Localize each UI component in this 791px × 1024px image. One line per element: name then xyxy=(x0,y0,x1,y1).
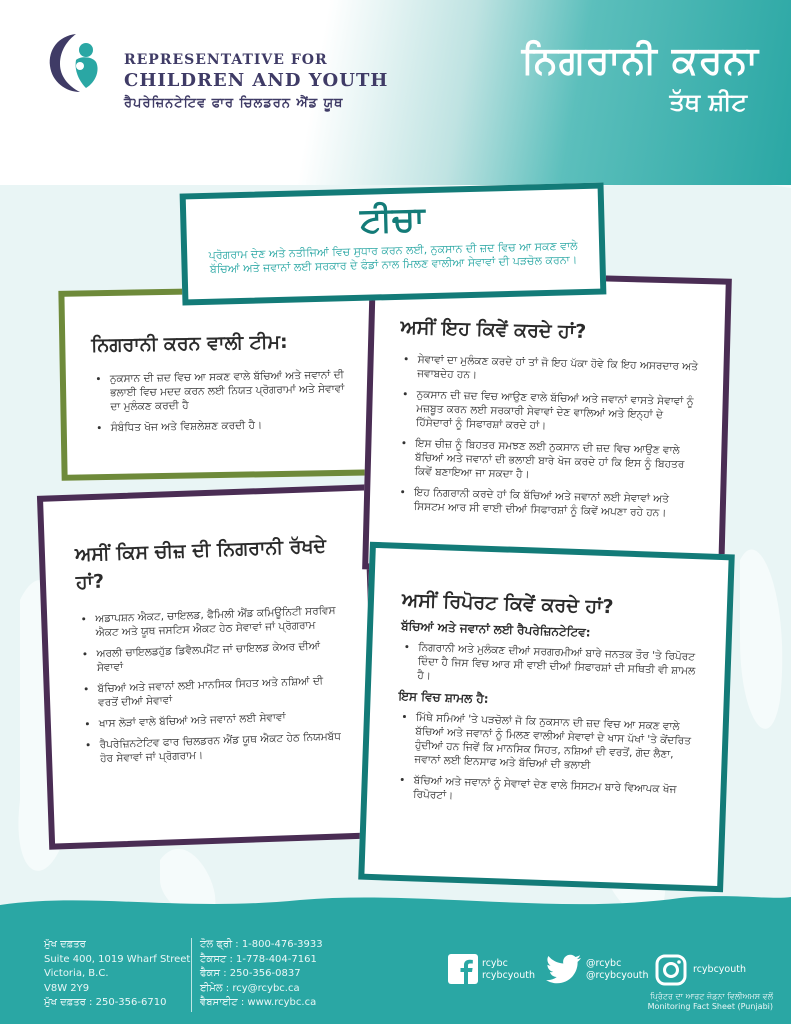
footer-note-punjabi: ਪ੍ਰਿੰਟਰ ਦਾ ਆਰਟ ਜੋਡ਼ਨਾ ਵਿਲੀਅਮਸ ਵਲੋਂ xyxy=(650,992,773,1001)
list-item: • ਇਸ ਚੀਜ਼ ਨੂੰ ਬਿਹਤਰ ਸਮਝਣ ਲਈ ਨੁਕਸਾਨ ਦੀ ਜ਼ਦ ਵਿਚ ਆਉਣ ਵਾਲੇ ਬੱਚਿਆਂ ਅਤੇ ਜਵਾਨਾਂ ਦੀ ਭਲਾਈ ਬਾਰੇ ਖੋਜ ਕਰਦੇ ਹਾਂ ਕਿ ਇਸ ਨੂੰ ਬਿਹਤਰ ਕਿਵੇਂ ਬਣਾਇਆ ਜਾ ਸਕਦਾ ਹੈ। xyxy=(415,437,698,486)
org-name-punjabi: ਰੈਪਰੇਜ਼ਿਨਟੇਟਿਵ ਫਾਰ ਚਿਲਡਰਨ ਐਂਡ ਯੂਥ xyxy=(124,96,344,111)
footer-note xyxy=(648,992,773,1012)
facebook-icon xyxy=(448,954,478,984)
list-item: • ਬੱਚਿਆਂ ਅਤੇ ਜਵਾਨਾਂ ਨੂੰ ਸੇਵਾਵਾਂ ਦੇਣ ਵਾਲੇ ਸਿਸਟਮ ਬਾਰੇ ਵਿਆਪਕ ਖੋਜ ਰਿਪੋਰਟਾਂ। xyxy=(413,773,697,811)
footer-line: ਫੈਕਸ : 250-356-0837 xyxy=(200,968,301,979)
footer-line[interactable]: ਵੈਬਸਾਈਟ : www.rcybc.ca xyxy=(200,997,317,1008)
how-we-report-card xyxy=(358,542,735,893)
facebook-handles xyxy=(482,958,535,982)
footer-line[interactable]: ਈਮੇਲ : rcy@rcybc.ca xyxy=(200,982,300,994)
twitter-bird-icon xyxy=(546,954,582,984)
list-item: • ਅਰਲੀ ਚਾਇਲਡਹੁੱਡ ਡਿਵੈਲਪਮੈਂਟ ਜਾਂ ਚਾਇਲਡ ਕੇਅਰ ਦੀਆਂ ਸੇਵਾਵਾਂ xyxy=(96,638,344,675)
mandate-card xyxy=(180,182,607,305)
report-subheading-representative: ਬੱਚਿਆਂ ਅਤੇ ਜਵਾਨਾਂ ਲਈ ਰੈਪਰੇਜ਼ਿਨਟੇਟਿਵ: xyxy=(400,618,591,640)
list-item: • ਖਾਸ ਲੋੜਾਂ ਵਾਲੇ ਬੱਚਿਆਂ ਅਤੇ ਜਵਾਨਾਂ ਲਈ ਸੇਵਾਵਾਂ xyxy=(99,708,346,731)
team-list xyxy=(92,368,351,435)
list-item: • ਨਿਗਰਾਨੀ ਅਤੇ ਮੁਲੰਕਣ ਦੀਆਂ ਸਰਗਰਮੀਆਂ ਬਾਰੇ ਜਨਤਕ ਤੌਰ 'ਤੇ ਰਿਪੋਰਟ ਦਿੰਦਾ ਹੈ ਜਿਸ ਵਿਚ ਆਰ ਸੀ ਵਾਈ ਦੀਆਂ ਸਿਫਾਰਸ਼ਾਂ ਦੀ ਸਥਿਤੀ ਵੀ ਸ਼ਾਮਲ ਹੈ। xyxy=(417,640,701,692)
instagram-handle: rcybcyouth xyxy=(693,964,746,975)
list-item: • ਸੰਬੰਧਿਤ ਖੋਜ ਅਤੇ ਵਿਸ਼ਲੇਸ਼ਣ ਕਰਦੀ ਹੈ। xyxy=(111,417,351,435)
footer-line: ਮੁੱਖ ਦਫ਼ਤਰ xyxy=(44,939,86,950)
list-item: • ਅਡਾਪਸ਼ਨ ਐਕਟ, ਚਾਇਲਡ, ਫੈਮਿਲੀ ਐਂਡ ਕਮਿਊਨਿਟੀ ਸਰਵਿਸ ਐਕਟ ਅਤੇ ਯੂਥ ਜਸਟਿਸ ਐਕਟ ਹੇਠ ਸੇਵਾਵਾਂ ਜਾਂ ਪ੍ਰੋਗਰਾਮ xyxy=(95,603,343,640)
list-item: • ਮਿੱਥੇ ਸਮਿਆਂ 'ਤੇ ਪੜਚੋਲਾਂ ਜੋ ਕਿ ਨੁਕਸਾਨ ਦੀ ਜ਼ਦ ਵਿਚ ਆ ਸਕਣ ਵਾਲੇ ਬੱਚਿਆਂ ਅਤੇ ਜਵਾਨਾਂ ਨੂੰ ਮਿਲਣ ਵਾਲੀਆਂ ਸੇਵਾਵਾਂ ਦੇ ਖਾਸ ਪੱਖਾਂ 'ਤੇ ਕੇਂਦਰਿਤ ਹੁੰਦੀਆਂ ਹਨ ਜਿਵੇਂ ਕਿ ਮਾਨਸਿਕ ਸਿਹਤ, ਨਸ਼ਿਆਂ ਦੀ ਵਰਤੋਂ, ਗੋਦ ਲੈਣਾ, ਜਵਾਨਾਂ ਲਈ ਇਨਸਾਫ ਅਤੇ ਬੱਚਿਆਂ ਦੀ ਭਲਾਈ xyxy=(414,710,699,776)
org-name-line2: CHILDREN AND YOUTH xyxy=(124,70,389,91)
what-list xyxy=(77,603,347,766)
report-list-1 xyxy=(399,640,701,692)
footer-contact xyxy=(200,938,323,1011)
twitter-handle: @rcybc xyxy=(586,958,622,969)
rcy-logo-icon xyxy=(46,30,112,96)
org-name-line1: REPRESENTATIVE FOR xyxy=(124,52,328,68)
team-heading: ਨਿਗਰਾਨੀ ਕਰਨ ਵਾਲੀ ਟੀਮ: xyxy=(91,330,288,357)
footer-note-english: Monitoring Fact Sheet (Punjabi) xyxy=(647,1002,773,1011)
how-heading: ਅਸੀਂ ਇਹ ਕਿਵੇਂ ਕਰਦੇ ਹਾਂ? xyxy=(400,316,587,343)
monitoring-team-card xyxy=(58,285,383,481)
footer-line: ਟੋਲ ਫ੍ਰੀ : 1-800-476-3933 xyxy=(200,939,323,950)
report-heading: ਅਸੀਂ ਰਿਪੋਰਟ ਕਿਵੇਂ ਕਰਦੇ ਹਾਂ? xyxy=(401,588,614,619)
footer-line: V8W 2Y9 xyxy=(44,982,90,994)
footer-line: Suite 400, 1019 Wharf Street xyxy=(44,953,191,965)
mandate-text: ਪ੍ਰੋਗਰਾਮ ਦੇਣ ਅਤੇ ਨਤੀਜਿਆਂ ਵਿਚ ਸੁਧਾਰ ਕਰਨ ਲਈ, ਨੁਕਸਾਨ ਦੀ ਜ਼ਦ ਵਿਚ ਆ ਸਕਣ ਵਾਲੇ ਬੱਚਿਆਂ ਅਤੇ ਜਵਾਨਾਂ ਲਈ ਸਰਕਾਰ ਦੇ ਫੰਡਾਂ ਨਾਲ ਮਿਲਣ ਵਾਲੀਆ ਸੇਵਾਵਾਂ ਦੀ ਪੜਚੋਲ ਕਰਨਾ। xyxy=(208,239,578,276)
footer-address xyxy=(44,938,190,1011)
report-subheading-includes: ਇਸ ਵਿਚ ਸ਼ਾਮਲ ਹੈ: xyxy=(398,688,489,706)
list-item: • ਸੇਵਾਵਾਂ ਦਾ ਮੁਲੰਕਣ ਕਰਦੇ ਹਾਂ ਤਾਂ ਜੋ ਇਹ ਪੱਕਾ ਹੋਵੇ ਕਿ ਇਹ ਅਸਰਦਾਰ ਅਤੇ ਜਵਾਬਦੇਹ ਹਨ। xyxy=(417,353,700,388)
footer-line: ਟੈਕਸਟ : 1-778-404-7161 xyxy=(200,953,317,965)
facebook-handle: rcybc xyxy=(482,958,508,969)
twitter-handle: @rcybcyouth xyxy=(586,970,649,981)
what-heading: ਅਸੀਂ ਕਿਸ ਚੀਜ਼ ਦੀ ਨਿਗਰਾਨੀ ਰੱਖਦੇ ਹਾਂ? xyxy=(74,534,327,594)
footer-line: ਮੁੱਖ ਦਫ਼ਤਰ : 250-356-6710 xyxy=(44,997,167,1008)
what-we-monitor-card xyxy=(37,484,382,849)
how-we-do-it-card xyxy=(362,269,732,578)
list-item: • ਇਹ ਨਿਗਰਾਨੀ ਕਰਦੇ ਹਾਂ ਕਿ ਬੱਚਿਆਂ ਅਤੇ ਜਵਾਨਾਂ ਲਈ ਸੇਵਾਵਾਂ ਅਤੇ ਸਿਸਟਮ ਆਰ ਸੀ ਵਾਈ ਦੀਆਂ ਸਿਫਾਰਸ਼ਾਂ ਨੂੰ ਕਿਵੇਂ ਅਪਣਾ ਰਹੇ ਹਨ। xyxy=(414,486,697,521)
footer-line: Victoria, B.C. xyxy=(44,968,109,979)
footer-divider xyxy=(191,938,192,1012)
page-subtitle: ਤੱਥ ਸ਼ੀਟ xyxy=(669,88,747,116)
instagram-icon xyxy=(655,954,687,986)
page-title: ਨਿਗਰਾਨੀ ਕਰਨਾ xyxy=(521,38,759,82)
list-item: • ਰੈਪਰੇਜ਼ਿਨਟੇਟਿਵ ਫਾਰ ਚਿਲਡਰਨ ਐਂਡ ਯੂਥ ਐਕਟ ਹੇਠ ਨਿਯਮਬੱਧ ਹੋਰ ਸੇਵਾਵਾਂ ਜਾਂ ਪ੍ਰੋਗਰਾਮ। xyxy=(99,729,347,766)
how-list xyxy=(396,352,700,521)
facebook-handle: rcybcyouth xyxy=(482,970,535,981)
list-item: • ਨੁਕਸਾਨ ਦੀ ਜ਼ਦ ਵਿਚ ਆ ਸਕਣ ਵਾਲੇ ਬੱਚਿਆਂ ਅਤੇ ਜਵਾਨਾਂ ਦੀ ਭਲਾਈ ਵਿਚ ਮਦਦ ਕਰਨ ਲਈ ਨਿਯਤ ਪ੍ਰੋਗਰਾਮਾਂ ਅਤੇ ਸੇਵਾਵਾਂ ਦਾ ਮੁਲੰਕਣ ਕਰਦੀ ਹੈ xyxy=(110,368,351,414)
list-item: • ਬੱਚਿਆਂ ਅਤੇ ਜਵਾਨਾਂ ਲਈ ਮਾਨਸਿਕ ਸਿਹਤ ਅਤੇ ਨਸ਼ਿਆਂ ਦੀ ਵਰਤੋਂ ਦੀਆਂ ਸੇਵਾਵਾਂ xyxy=(97,673,345,710)
list-item: • ਨੁਕਸਾਨ ਦੀ ਜ਼ਦ ਵਿਚ ਆਉਣ ਵਾਲੇ ਬੱਚਿਆਂ ਅਤੇ ਜਵਾਨਾਂ ਵਾਸਤੇ ਸੇਵਾਵਾਂ ਨੂੰ ਮਜ਼ਬੂਤ ਕਰਨ ਲਈ ਸਰਕਾਰੀ ਸੇਵਾਵਾਂ ਦੇਣ ਵਾਲਿਆਂ ਅਤੇ ਇਨ੍ਹਾਂ ਦੇ ਹਿੱਸੇਦਾਰਾਂ ਨੂੰ ਸਿਫਾਰਸ਼ਾਂ ਕਰਦੇ ਹਾਂ। xyxy=(416,388,699,437)
twitter-handles xyxy=(586,958,649,982)
mandate-heading: ਟੀਚਾ xyxy=(359,199,426,241)
report-list-2 xyxy=(395,710,699,811)
